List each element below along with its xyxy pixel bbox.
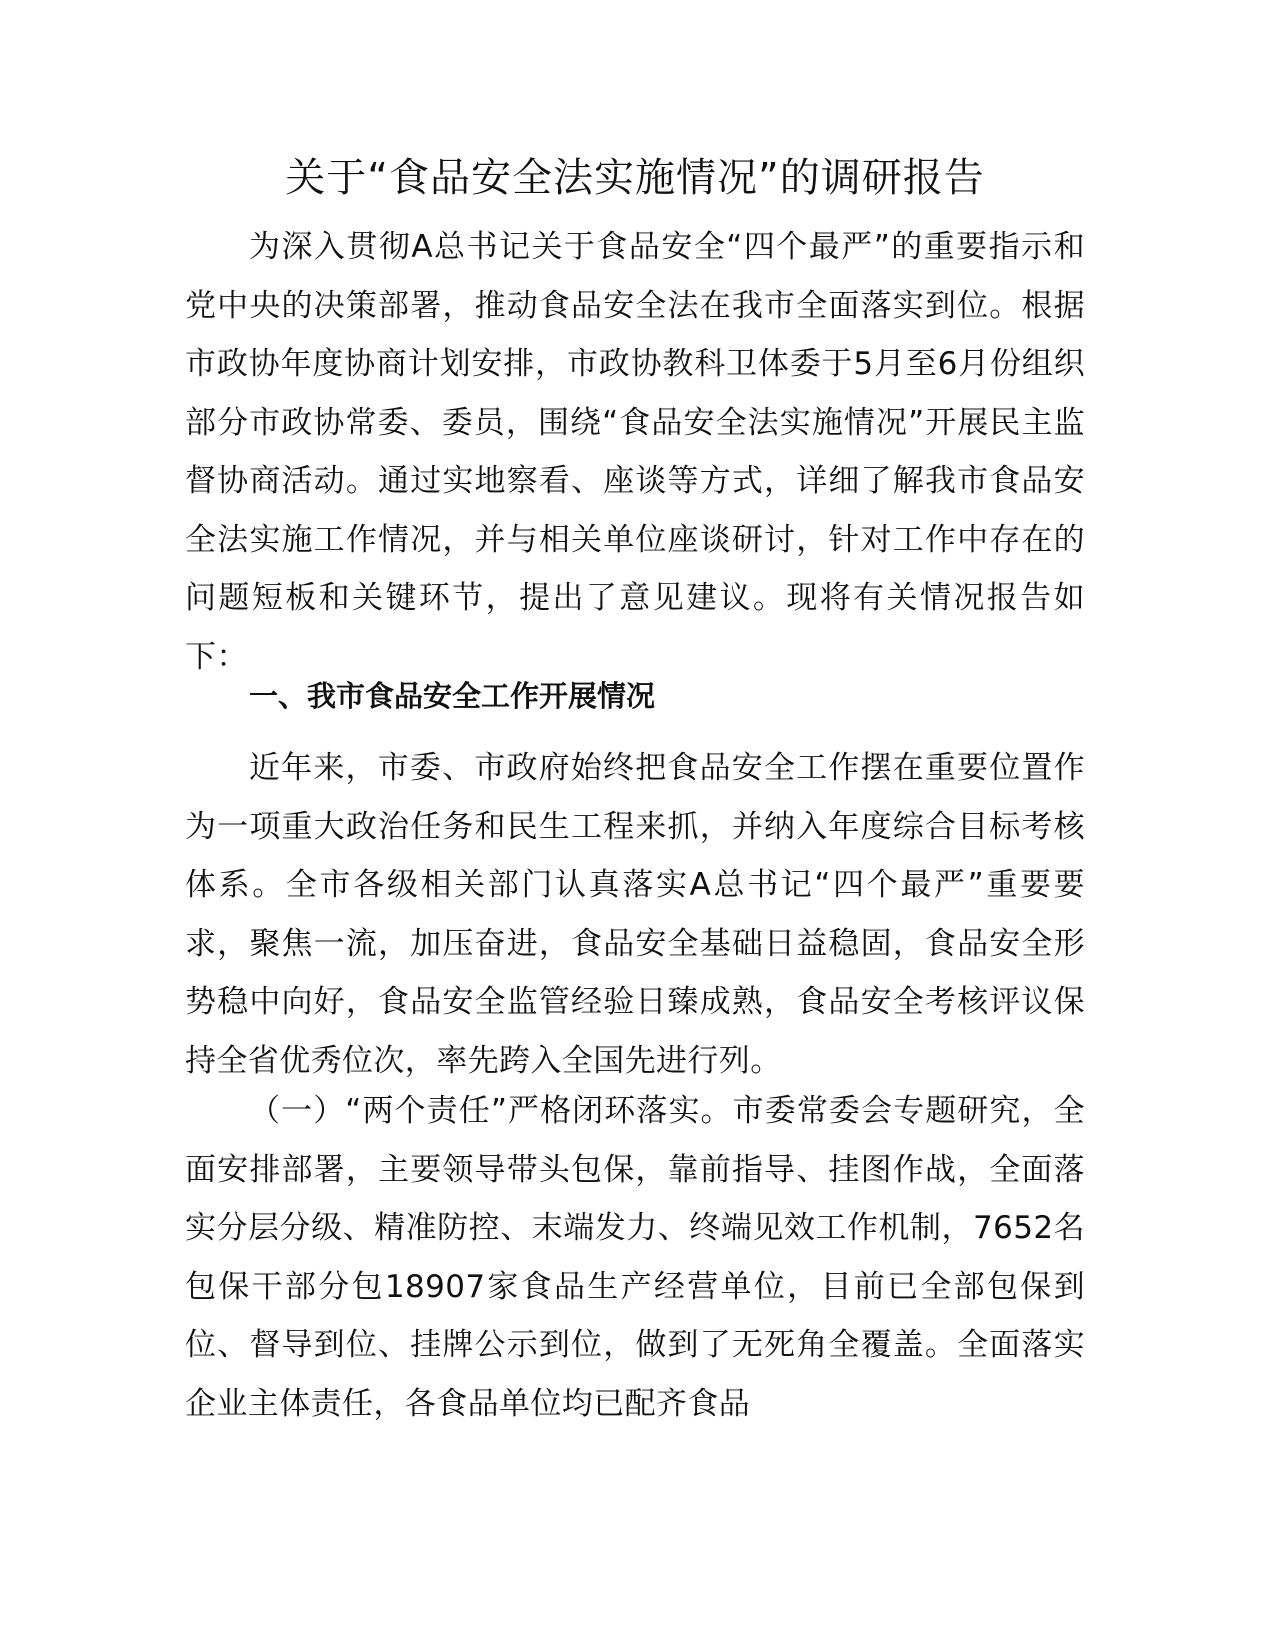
subsection-1-paragraph: （一）“两个责任”严格闭环落实。市委常委会专题研究，全面安排部署，主要领导带头包保，靠前指导、挂图作战，全面落实分层分级、精准防控、末端发力、终端见效工作机制，7652名包保干部分包18907家食品生产经营单位，目前已全部包保到位、督导到位、挂牌公示到位，做到了无死角全覆盖。全面落实企业主体责任，各食品单位均已配齐食品 [185,1093,1085,1422]
document-title: 关于“食品安全法实施情况”的调研报告 [285,155,985,201]
section-1-paragraph: 近年来，市委、市政府始终把食品安全工作摆在重要位置作为一项重大政治任务和民生工程来抓，并纳入年度综合目标考核体系。全市各级相关部门认真落实A总书记“四个最严”重要要求，聚焦一流，加压奋进，食品安全基础日益稳固，食品安全形势稳中向好，食品安全监管经验日臻成熟，食品安全考核评议保持全省优秀位次，率先跨入全国先进行列。 [185,750,1085,1079]
section-heading-1: 一、我市食品安全工作开展情况 [249,679,656,713]
document-page [185,0,1085,1650]
intro-paragraph: 为深入贯彻A总书记关于食品安全“四个最严”的重要指示和党中央的决策部署，推动食品安全法在我市全面落实到位。根据市政协年度协商计划安排，市政协教科卫体委于5月至6月份组织部分市政协常委、委员，围绕“食品安全法实施情况”开展民主监督协商活动。通过实地察看、座谈等方式，详细了解我市食品安全法实施工作情况，并与相关单位座谈研讨，针对工作中存在的问题短板和关键环节，提出了意见建议。现将有关情况报告如下： [185,229,1085,675]
